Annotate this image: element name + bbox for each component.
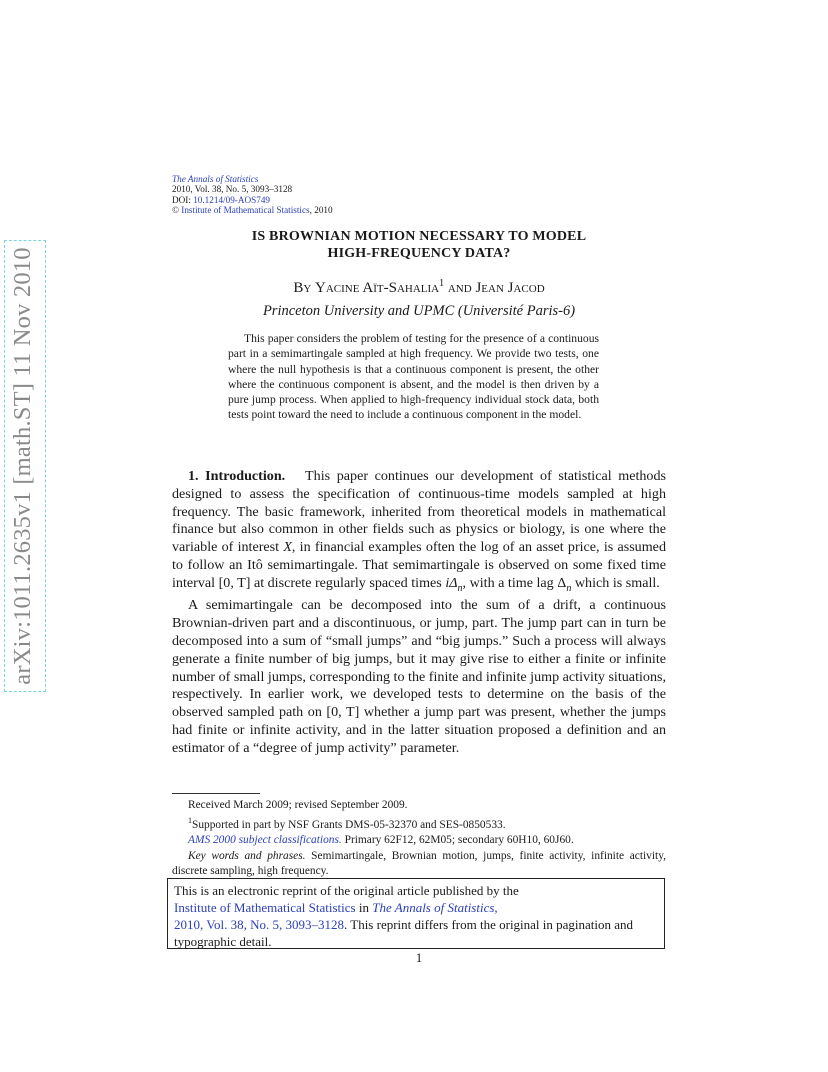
copyright-symbol: © [172, 205, 179, 216]
ams-classification: AMS 2000 subject classifications. Primary 62F12, 62M05; secondary 60H10, 60J60. [188, 834, 574, 847]
reprint-notice-box: This is an electronic reprint of the original article published by the Institute of Mathematical Statistics in The Annals of Statistics, 2010, Vol. 38, No. 5, 3093–3128. This reprint differs from the original in pagination and typographic detail. [167, 878, 665, 949]
journal-name-link[interactable]: The Annals of Statistics [172, 174, 259, 184]
copyright-year: , 2010 [309, 205, 333, 216]
intro-paragraph-2: A semimartingale can be decomposed into the sum of a drift, a continuous Brownian-driven part and a discontinuous, or jump, part. The jump part can in turn be decomposed into a sum of “small jumps” and “big jumps.” Such a process will always generate a finite number of big jumps, but it may give rise to either a finite or infinite number of small jumps, corresponding to the finite and infinite jump activity situations, respectively. In earlier work, we developed tests to determine on the basis of the observed sampled path on [0, T] whether a jump part was present, whether the jumps had finite or infinite activity, and in the latter situation proposed a definition and an estimator of a “degree of jump activity” parameter. [172, 597, 667, 756]
author-1: Yacine Aït-Sahalia [315, 280, 440, 296]
reprint-institute-link[interactable]: Institute of Mathematical Statistics [174, 900, 356, 915]
page-number: 1 [415, 950, 423, 965]
and-word: and [447, 280, 472, 296]
title-line-2: HIGH-FREQUENCY DATA? [327, 246, 511, 261]
paper-title [172, 228, 666, 262]
by-word: By [293, 280, 312, 296]
journal-header [172, 174, 333, 216]
affiliation: Princeton University and UPMC (Université Paris-6) [262, 303, 576, 319]
footnote-rule [172, 793, 260, 794]
section-heading: 1. Introduction. [188, 468, 286, 484]
author-2: Jean Jacod [475, 280, 545, 296]
reprint-journal-link[interactable]: The Annals of Statistics [372, 900, 495, 915]
abstract: This paper considers the problem of testing for the presence of a continuous part in a semimartingale sampled at high frequency. We provide two tests, one where the null hypothesis is that a continuous component is present, the other where the continuous component is absent, and the model is then driven by a pure jump process. When applied to high-frequency individual stock data, both tests point toward the need to include a continuous component in the model. [228, 332, 599, 422]
doi-link[interactable]: 10.1214/09-AOS749 [193, 194, 271, 205]
intro-paragraph-1: 1. Introduction. This paper continues our development of statistical methods designed to assess the specification of continuous-time models sampled at high frequency. The basic framework, inherited from theoretical models in mathematical finance but also common in other fields such as physics or biology, is one where the variable of interest X, in financial examples often the log of an asset price, is assumed to follow an Itô semimartingale. That semimartingale is observed on some fixed time interval [0, T] at discrete regularly spaced times $i\Delta_n$, with a time lag $\Delta_n$ which is small. [172, 468, 666, 594]
reprint-citation-link[interactable]: 2010, Vol. 38, No. 5, 3093–3128 [174, 917, 344, 932]
arxiv-stamp: arXiv:1011.2635v1 [math.ST] 11 Nov 2010 [9, 247, 36, 685]
doi-label: DOI: [172, 194, 194, 205]
author-1-footnote-mark: 1 [439, 278, 445, 289]
institute-link[interactable]: Institute of Mathematical Statistics [181, 205, 310, 216]
keywords: Key words and phrases. Semimartingale, Brownian motion, jumps, finite activity, infinite activity, discrete sampling, high frequency. [172, 849, 667, 877]
footnotes [172, 798, 666, 879]
support-note: $^1$Supported in part by NSF Grants DMS-05-32370 and SES-0850533. [188, 816, 506, 832]
ams-link[interactable]: AMS 2000 subject classifications. [188, 834, 342, 847]
received-note: Received March 2009; revised September 2009. [188, 799, 408, 811]
title-line-1: IS BROWNIAN MOTION NECESSARY TO MODEL [251, 229, 587, 244]
introduction-section [172, 468, 666, 758]
authors [172, 278, 666, 297]
journal-volume: 2010, Vol. 38, No. 5, 3093–3128 [172, 184, 293, 195]
